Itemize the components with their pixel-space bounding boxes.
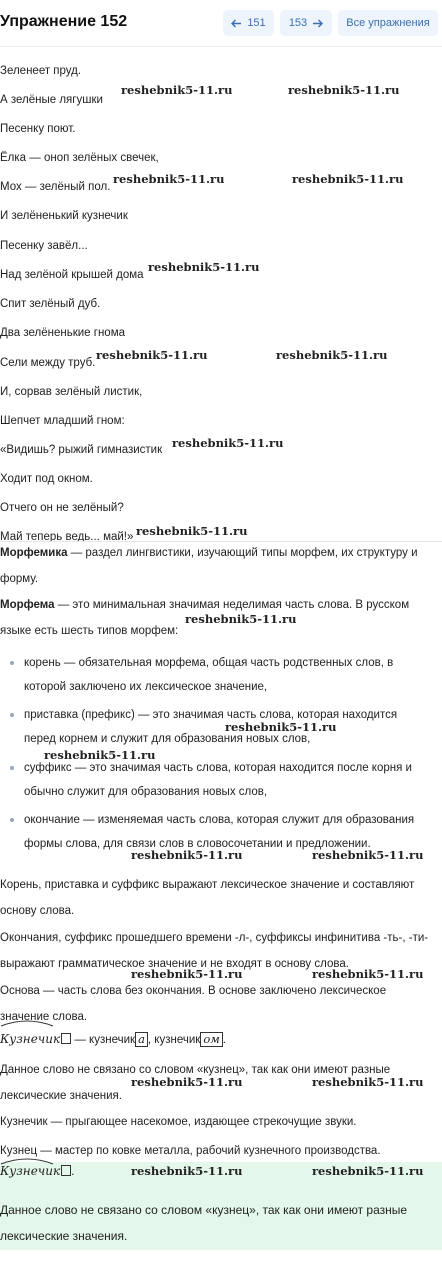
poem-line: Сели между труб. bbox=[0, 357, 96, 369]
watermark: reshebnik5-11.ru bbox=[172, 436, 284, 450]
prev-exercise-button[interactable] bbox=[223, 10, 274, 36]
answer-word-text: Кузнечик bbox=[0, 1164, 61, 1178]
bullet-icon bbox=[10, 713, 14, 717]
top-bar bbox=[0, 0, 442, 47]
answer-word-line bbox=[0, 1164, 75, 1178]
paragraph-smith: Кузнец — мастер по ковке металла, рабочий кузнечного производства. bbox=[0, 1145, 381, 1157]
answer-word bbox=[0, 1164, 60, 1178]
list-item-text: суффикс — это значимая часть слова, которая находится после корня и обычно служит для образования новых слов, bbox=[24, 762, 412, 798]
watermark: reshebnik5-11.ru bbox=[131, 1164, 243, 1178]
dash-text: — кузнечик bbox=[71, 1034, 136, 1046]
watermark: reshebnik5-11.ru bbox=[312, 1164, 424, 1178]
list-item bbox=[8, 703, 428, 751]
poem-line: И, сорвав зелёный листик, bbox=[0, 386, 143, 398]
term-morphemics: Морфемика bbox=[0, 547, 68, 559]
answer-text: Данное слово не связано со словом «кузнец», так как они имеют разные лексические значения. bbox=[0, 1203, 408, 1243]
term-morpheme: Морфема bbox=[0, 599, 55, 611]
paragraph-grammatical-endings: Окончания, суффикс прошедшего времени -л-, суффиксы инфинитива -ть-, -ти- выражают грамматическое значение и не входят в основу слова. bbox=[0, 932, 429, 970]
poem-line: Отчего он не зелёный? bbox=[0, 502, 124, 514]
paragraph-stem-definition: Основа — часть слова без окончания. В основе заключено лексическое значение слова. bbox=[0, 985, 387, 1023]
ending-om-box: ом bbox=[200, 1032, 222, 1047]
watermark: reshebnik5-11.ru bbox=[276, 348, 388, 362]
arrow-right-icon bbox=[312, 19, 323, 28]
list-item-text: окончание — изменяемая часть слова, которая служит для образования формы слова, для связи слов в словосочетании и предложении. bbox=[24, 814, 415, 850]
stem-arc-icon bbox=[0, 1019, 54, 1027]
next-exercise-label: 153 bbox=[288, 17, 308, 29]
bullet-icon bbox=[10, 766, 14, 770]
poem-line: Зеленеет пруд. bbox=[0, 65, 82, 77]
watermark: reshebnik5-11.ru bbox=[131, 1075, 243, 1089]
watermark: reshebnik5-11.ru bbox=[312, 1075, 424, 1089]
poem-line: Ёлка — оноп зелёных свечек, bbox=[0, 152, 159, 164]
watermark: reshebnik5-11.ru bbox=[312, 848, 424, 862]
analysis-dot: . bbox=[222, 1034, 226, 1046]
paragraph-not-related: Данное слово не связано со словом «кузнец», так как они имеют разные лексические значения. bbox=[0, 1064, 391, 1102]
watermark: reshebnik5-11.ru bbox=[96, 348, 208, 362]
poem-line: Спит зелёный дуб. bbox=[0, 298, 101, 310]
analyzed-word-text: Кузнечик bbox=[0, 1032, 61, 1046]
arrow-left-icon bbox=[231, 19, 242, 28]
poem-line: Песенку поют. bbox=[0, 123, 76, 135]
poem-line: Мох — зелёный пол. bbox=[0, 181, 111, 193]
bullet-icon bbox=[10, 661, 14, 665]
poem-line: Песенку завёл... bbox=[0, 240, 88, 252]
morphemics-definition bbox=[0, 540, 436, 592]
all-exercises-label: Все упражнения bbox=[346, 17, 430, 29]
watermark: reshebnik5-11.ru bbox=[185, 612, 297, 626]
bullet-icon bbox=[10, 818, 14, 822]
list-item bbox=[8, 756, 428, 804]
watermark: reshebnik5-11.ru bbox=[131, 967, 243, 981]
poem-line: Два зелёненькие гнома bbox=[0, 327, 126, 339]
prev-exercise-label: 151 bbox=[247, 17, 266, 29]
watermark: reshebnik5-11.ru bbox=[148, 260, 260, 274]
next-exercise-button[interactable] bbox=[280, 10, 332, 36]
morphemics-text: — раздел лингвистики, изучающий типы морфем, их структуру и форму. bbox=[0, 547, 418, 585]
list-item-text: приставка (префикс) — это значимая часть слова, которая находится перед корнем и служит для образования новых слов, bbox=[24, 709, 398, 745]
stem-arc-icon bbox=[0, 1157, 54, 1165]
zero-ending-box bbox=[61, 1033, 71, 1044]
zero-ending-box bbox=[61, 1165, 71, 1176]
comma-text: , кузнечик bbox=[147, 1034, 201, 1046]
ending-a-box: а bbox=[135, 1032, 148, 1047]
poem-line: И зелёненький кузнечик bbox=[0, 210, 128, 222]
morpheme-text: — это минимальная значимая неделимая часть слова. В русском языке есть шесть типов морфем: bbox=[0, 599, 410, 637]
poem-line: Ходит под окном. bbox=[0, 473, 93, 485]
watermark: reshebnik5-11.ru bbox=[225, 720, 337, 734]
poem-line: А зелёные лягушки bbox=[0, 94, 103, 106]
list-item bbox=[8, 651, 428, 699]
watermark: reshebnik5-11.ru bbox=[292, 172, 404, 186]
watermark: reshebnik5-11.ru bbox=[44, 748, 156, 762]
watermark: reshebnik5-11.ru bbox=[113, 172, 225, 186]
poem-line: Май теперь ведь... май!» bbox=[0, 531, 134, 541]
watermark: reshebnik5-11.ru bbox=[288, 83, 400, 97]
watermark: reshebnik5-11.ru bbox=[312, 967, 424, 981]
poem-line: Шепчет младший гном: bbox=[0, 415, 125, 427]
paragraph-stem-composition: Корень, приставка и суффикс выражают лексическое значение и составляют основу слова. bbox=[0, 879, 415, 917]
watermark: reshebnik5-11.ru bbox=[136, 524, 248, 538]
all-exercises-button[interactable] bbox=[338, 10, 438, 36]
poem-line: Над зелёной крышей дома bbox=[0, 269, 144, 281]
page-title: Упражнение 152 bbox=[0, 13, 128, 30]
watermark: reshebnik5-11.ru bbox=[131, 848, 243, 862]
list-item-text: корень — обязательная морфема, общая часть родственных слов, в которой заключено их лексическое значение, bbox=[24, 657, 394, 693]
answer-dot: . bbox=[71, 1164, 75, 1178]
poem-line: «Видишь? рыжий гимназистик bbox=[0, 444, 163, 456]
paragraph-grasshopper: Кузнечик — прыгающее насекомое, издающее стрекочущие звуки. bbox=[0, 1116, 357, 1128]
analyzed-word bbox=[0, 1026, 60, 1052]
watermark: reshebnik5-11.ru bbox=[121, 83, 233, 97]
morphemic-analysis bbox=[0, 1026, 436, 1053]
